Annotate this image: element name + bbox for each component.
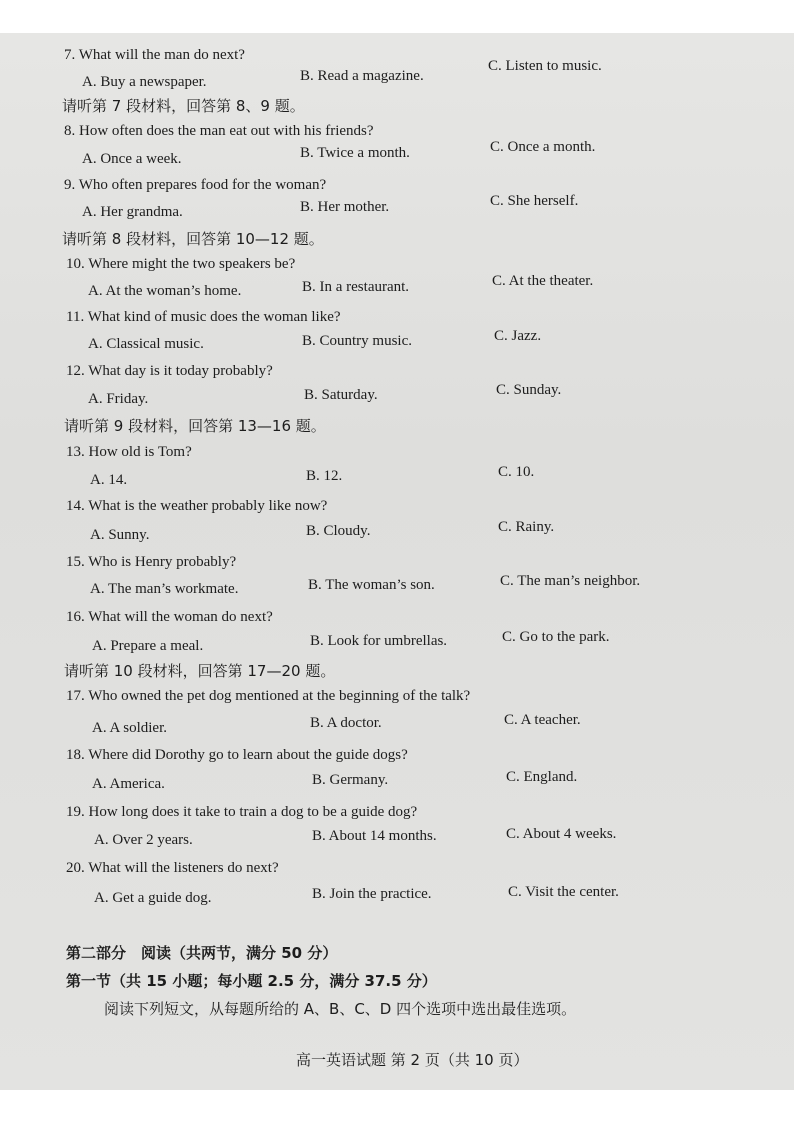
- question-11: 11. What kind of music does the woman like?: [66, 309, 341, 325]
- q9-option-b: B. Her mother.: [300, 199, 390, 215]
- q14-option-b: B. Cloudy.: [306, 523, 371, 539]
- q7-option-a: A. Buy a newspaper.: [82, 74, 207, 90]
- q7-option-b: B. Read a magazine.: [300, 68, 424, 84]
- section1-title: 第一节（共 15 小题；每小题 2.5 分，满分 37.5 分）: [66, 972, 437, 990]
- q15-option-c: C. The man’s neighbor.: [500, 573, 641, 589]
- question-8: 8. How often does the man eat out with his friends?: [64, 123, 374, 139]
- question-16: 16. What will the woman do next?: [66, 609, 273, 625]
- q18-option-a: A. America.: [92, 776, 165, 792]
- q12-option-b: B. Saturday.: [304, 387, 378, 403]
- question-10: 10. Where might the two speakers be?: [66, 256, 296, 272]
- question-20: 20. What will the listeners do next?: [66, 860, 279, 876]
- q11-option-c: C. Jazz.: [494, 328, 542, 344]
- q19-option-a: A. Over 2 years.: [94, 832, 193, 848]
- question-12: 12. What day is it today probably?: [66, 363, 273, 379]
- instruction-7: 请听第 7 段材料，回答第 8、9 题。: [62, 97, 305, 115]
- exam-page: [0, 33, 794, 1090]
- q19-option-c: C. About 4 weeks.: [506, 826, 617, 842]
- q17-option-c: C. A teacher.: [504, 712, 581, 728]
- part2-title: 第二部分 阅读（共两节，满分 50 分）: [66, 944, 338, 962]
- q11-option-a: A. Classical music.: [88, 336, 204, 352]
- instruction-9: 请听第 9 段材料，回答第 13—16 题。: [64, 417, 326, 435]
- q16-option-b: B. Look for umbrellas.: [310, 633, 448, 649]
- question-9: 9. Who often prepares food for the woman?: [64, 177, 327, 193]
- q19-option-b: B. About 14 months.: [312, 828, 437, 844]
- q13-option-a: A. 14.: [90, 472, 128, 488]
- q15-option-b: B. The woman’s son.: [308, 577, 435, 593]
- question-14: 14. What is the weather probably like now?: [66, 498, 328, 514]
- q8-option-a: A. Once a week.: [82, 151, 182, 167]
- q16-option-a: A. Prepare a meal.: [92, 638, 204, 654]
- instruction-8: 请听第 8 段材料，回答第 10—12 题。: [62, 230, 324, 248]
- q20-option-b: B. Join the practice.: [312, 886, 432, 902]
- q9-option-c: C. She herself.: [490, 193, 579, 209]
- q14-option-c: C. Rainy.: [498, 519, 555, 535]
- q8-option-b: B. Twice a month.: [300, 145, 410, 161]
- q7-option-c: C. Listen to music.: [488, 58, 602, 74]
- q11-option-b: B. Country music.: [302, 333, 413, 349]
- question-17: 17. Who owned the pet dog mentioned at the beginning of the talk?: [66, 688, 471, 704]
- q20-option-a: A. Get a guide dog.: [94, 890, 212, 906]
- q9-option-a: A. Her grandma.: [82, 204, 183, 220]
- question-18: 18. Where did Dorothy go to learn about the guide dogs?: [66, 747, 408, 763]
- q12-option-c: C. Sunday.: [496, 382, 562, 398]
- question-13: 13. How old is Tom?: [66, 444, 192, 460]
- q10-option-b: B. In a restaurant.: [302, 279, 410, 295]
- q17-option-b: B. A doctor.: [310, 715, 382, 731]
- q13-option-c: C. 10.: [498, 464, 535, 480]
- q8-option-c: C. Once a month.: [490, 139, 596, 155]
- page-footer: 高一英语试题 第 2 页（共 10 页）: [296, 1051, 529, 1069]
- q15-option-a: A. The man’s workmate.: [90, 581, 239, 597]
- q10-option-c: C. At the theater.: [492, 273, 594, 289]
- q20-option-c: C. Visit the center.: [508, 884, 619, 900]
- instruction-10: 请听第 10 段材料，回答第 17—20 题。: [64, 662, 336, 680]
- q18-option-b: B. Germany.: [312, 772, 389, 788]
- reading-directions: 阅读下列短文，从每题所给的 A、B、C、D 四个选项中选出最佳选项。: [104, 1000, 577, 1018]
- question-7: 7. What will the man do next?: [64, 47, 245, 63]
- question-15: 15. Who is Henry probably?: [66, 554, 237, 570]
- question-19: 19. How long does it take to train a dog to be a guide dog?: [66, 804, 418, 820]
- q14-option-a: A. Sunny.: [90, 527, 150, 543]
- q12-option-a: A. Friday.: [88, 391, 149, 407]
- q13-option-b: B. 12.: [306, 468, 343, 484]
- q16-option-c: C. Go to the park.: [502, 629, 610, 645]
- q10-option-a: A. At the woman’s home.: [88, 283, 242, 299]
- q17-option-a: A. A soldier.: [92, 720, 168, 736]
- q18-option-c: C. England.: [506, 769, 578, 785]
